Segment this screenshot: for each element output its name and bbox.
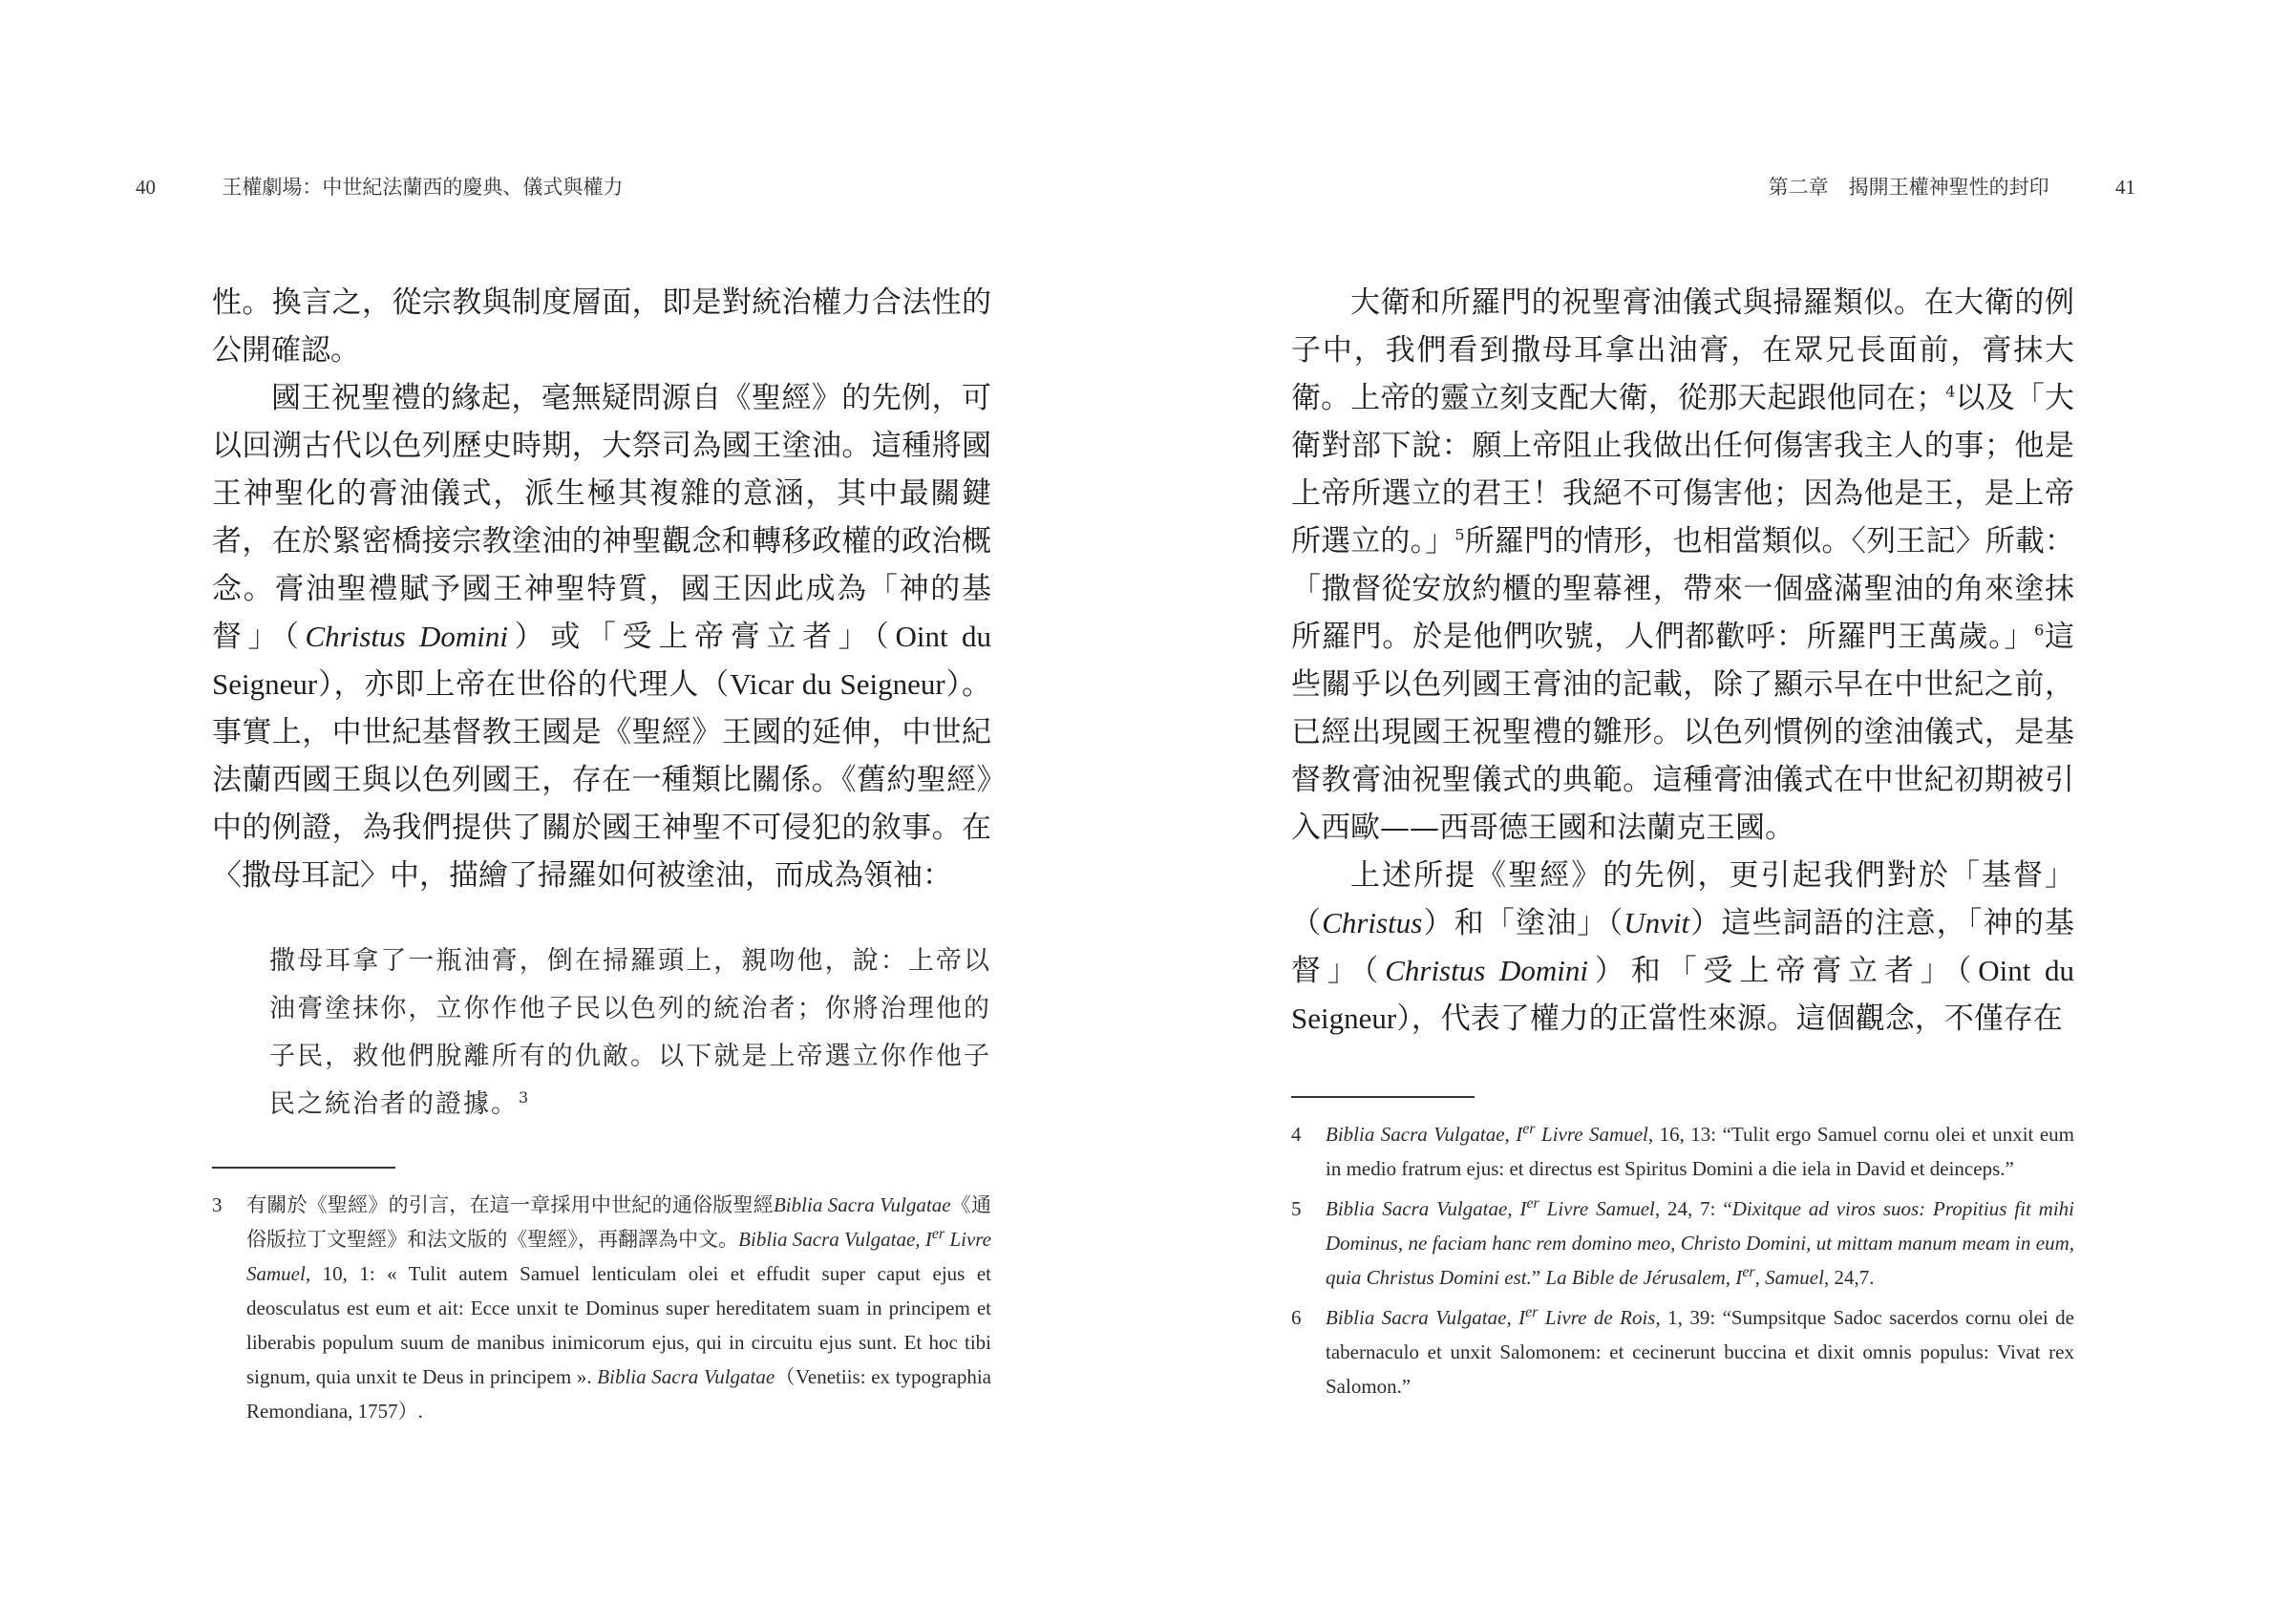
footnote bbox=[212, 1188, 991, 1428]
text-segment: ）。事實上，中世紀基督教王國是《聖經》王國的延伸，中世紀法蘭西國王與以色列國王，存在一種類比關係。《舊約聖經》中的例證，為我們提供了關於國王神聖不可侵犯的敘事。在〈撒母耳記〉中，描繪了掃羅如何被塗油，而成為領袖： bbox=[212, 667, 992, 893]
text-segment: 這些關乎以色列國王膏油的記載，除了顯示早在中世紀之前，已經出現國王祝聖禮的雛形。以色列慣例的塗油儀式，是基督教膏油祝聖儀式的典範。這種膏油儀式在中世紀初期被引入西歐——西哥德王國和法蘭克王國。 bbox=[1291, 620, 2075, 845]
text-segment: , 1, 39: “Sumpsitque Sadoc sacerdos cornu olei de tabernaculo et unxit Salomonem: et cecinerunt buccina et dixit omnis populus: Vivat rex Salomon.” bbox=[1326, 1306, 2074, 1398]
text-segment: er bbox=[1525, 1304, 1539, 1320]
left-running-head bbox=[136, 172, 623, 200]
text-segment: ）這些詞語的注意，「神的基督」（ bbox=[1291, 906, 2075, 988]
text-segment: Biblia Sacra Vulgatae, I bbox=[1326, 1306, 1526, 1329]
text-segment: , 24,7. bbox=[1823, 1266, 1875, 1289]
text-segment: er bbox=[1742, 1264, 1755, 1280]
paragraph bbox=[1291, 852, 2074, 1043]
text-segment: 6 bbox=[2034, 621, 2045, 640]
text-segment: Vicar du Seigneur bbox=[730, 667, 945, 701]
text-segment: ）和「受上帝膏立者」（ bbox=[1587, 954, 1979, 988]
right-page-number: 41 bbox=[2115, 176, 2135, 199]
footnote bbox=[1291, 1192, 2074, 1295]
left-page-number: 40 bbox=[136, 176, 156, 199]
text-segment: Biblia Sacra Vulgatae bbox=[773, 1193, 951, 1216]
text-segment: Biblia Sacra Vulgatae, I bbox=[1326, 1123, 1523, 1146]
text-segment: Livre Samuel bbox=[1539, 1197, 1655, 1220]
text-segment: , 16, 13: “Tulit ergo Samuel cornu olei et unxit eum in medio fratrum ejus: et directus est Spiritus Domini a die iela in David et deinceps.” bbox=[1326, 1123, 2074, 1180]
text-segment: Christus Domini bbox=[305, 620, 509, 653]
paragraph bbox=[212, 279, 991, 374]
text-segment: Livre Samuel, bbox=[246, 1228, 991, 1285]
text-segment: er bbox=[931, 1226, 945, 1242]
text-segment: 以及「大衛對部下說：願上帝阻止我做出任何傷害我主人的事；他是上帝所選立的君王！我絕不可傷害他；因為他是王，是上帝所選立的。」 bbox=[1291, 381, 2075, 559]
text-segment: Biblia Sacra Vulgatae bbox=[597, 1365, 775, 1388]
text-segment: 國王祝聖禮的緣起，毫無疑問源自《聖經》的先例，可以回溯古代以色列歷史時期，大祭司為國王塗油。這種將國王神聖化的膏油儀式，派生極其複雜的意涵，其中最關鍵者，在於緊密橋接宗教塗油的神聖觀念和轉移政權的政治概念。膏油聖禮賦予國王神聖特質，國王因此成為「神的基督」（ bbox=[212, 381, 991, 654]
paragraph bbox=[1291, 279, 2074, 852]
text-segment: 上述所提《聖經》的先例，更引起我們對於「基督」（ bbox=[1291, 858, 2074, 940]
text-segment: Oint du Seigneur bbox=[212, 620, 991, 701]
left-body-text bbox=[212, 279, 991, 899]
right-page bbox=[1136, 0, 2271, 1624]
left-footnote-rule bbox=[212, 1167, 395, 1169]
text-segment: ” bbox=[1531, 1266, 1546, 1289]
text-segment: ），代表了權力的正當性來源。這個觀念，不僅存在 bbox=[1396, 1002, 2063, 1036]
text-segment: , 24, 7: “ bbox=[1654, 1197, 1732, 1220]
quote-text: 撒母耳拿了一瓶油膏，倒在掃羅頭上，親吻他，說：上帝以油膏塗抹你，立你作他子民以色列的統治者；你將治理他的子民，救他們脫離所有的仇敵。以下就是上帝選立你作他子民之統治者的證據。 bbox=[269, 946, 991, 1119]
text-segment: 10, 1: « Tulit autem Samuel lenticulam olei et effudit super caput ejus et deosculatus est eum et ait: Ecce unxit te Dominus super hereditatem suam in principem et liberabis populum suum de manibus inimicorum ejus, qui in circuitu ejus sunt. Et hoc tibi signum, quia unxit te Deus in principem ». bbox=[246, 1262, 991, 1388]
text-segment: La Bible de Jérusalem, I bbox=[1545, 1266, 1743, 1289]
right-body-text bbox=[1291, 279, 2074, 1043]
text-segment: （Venetiis: ex typographia Remondiana, 1757）. bbox=[246, 1365, 991, 1423]
right-running-head bbox=[1769, 172, 2135, 200]
text-segment: ）或「受上帝膏立者」（ bbox=[508, 620, 896, 654]
paragraph bbox=[212, 374, 991, 899]
left-footnotes bbox=[212, 1188, 991, 1434]
footnote bbox=[1291, 1300, 2074, 1403]
text-segment: 大衛和所羅門的祝聖膏油儀式與掃羅類似。在大衛的例子中，我們看到撒母耳拿出油膏，在眾兄長面前，膏抹大衛。上帝的靈立刻支配大衛，從那天起跟他同在； bbox=[1291, 285, 2074, 415]
footnote-number: 6 bbox=[1291, 1306, 1302, 1329]
text-segment: , Samuel bbox=[1754, 1266, 1824, 1289]
footnote bbox=[1291, 1117, 2074, 1186]
text-segment: Livre de Rois bbox=[1538, 1306, 1656, 1329]
text-segment: 性。換言之，從宗教與制度層面，即是對統治權力合法性的公開確認。 bbox=[212, 285, 991, 368]
text-segment: ），亦即上帝在世俗的代理人（ bbox=[317, 667, 731, 702]
right-footnote-rule bbox=[1291, 1096, 1475, 1098]
text-segment: 5 bbox=[1454, 525, 1465, 544]
left-book-title: 王權劇場：中世紀法蘭西的慶典、儀式與權力 bbox=[222, 176, 624, 199]
text-segment: Oint du Seigneur bbox=[1291, 954, 2074, 1035]
text-segment: Christus Domini bbox=[1385, 954, 1588, 987]
text-segment: 4 bbox=[1945, 382, 1956, 401]
text-segment: Unvit bbox=[1624, 906, 1690, 939]
quote-footnote-ref: 3 bbox=[519, 1088, 531, 1107]
text-segment: Christus bbox=[1322, 906, 1423, 939]
footnote-number: 3 bbox=[212, 1193, 223, 1216]
text-segment: Dixitque ad viros suos: Propitius fit mihi Dominus, ne faciam hanc rem domino meo, Christo Domini, ut mittam manum meam in eum, quia Christus Domini est. bbox=[1326, 1197, 2075, 1289]
text-segment: Biblia Sacra Vulgatae, I bbox=[1326, 1197, 1527, 1220]
right-chapter-title: 第二章 揭開王權神聖性的封印 bbox=[1768, 176, 2049, 199]
footnote-number: 4 bbox=[1291, 1123, 1302, 1146]
text-segment: er bbox=[1526, 1195, 1539, 1212]
text-segment: er bbox=[1522, 1121, 1536, 1137]
text-segment: 所羅門的情形，也相當類似。〈列王記〉所載：「撒督從安放約櫃的聖幕裡，帶來一個盛滿聖油的角來塗抹所羅門。於是他們吹號，人們都歡呼：所羅門王萬歲。」 bbox=[1291, 524, 2075, 654]
footnote-number: 5 bbox=[1291, 1197, 1302, 1220]
text-segment: 《通俗版拉丁文聖經》和法文版的《聖經》，再翻譯為中文。 bbox=[246, 1193, 991, 1251]
text-segment: Livre Samuel bbox=[1535, 1123, 1648, 1146]
block-quote bbox=[269, 938, 991, 1128]
text-segment: Biblia Sacra Vulgatae, I bbox=[738, 1228, 932, 1251]
text-segment: ）和「塗油」（ bbox=[1422, 906, 1624, 940]
right-footnotes bbox=[1291, 1117, 2074, 1409]
text-segment: 有關於《聖經》的引言，在這一章採用中世紀的通俗版聖經 bbox=[246, 1193, 774, 1216]
